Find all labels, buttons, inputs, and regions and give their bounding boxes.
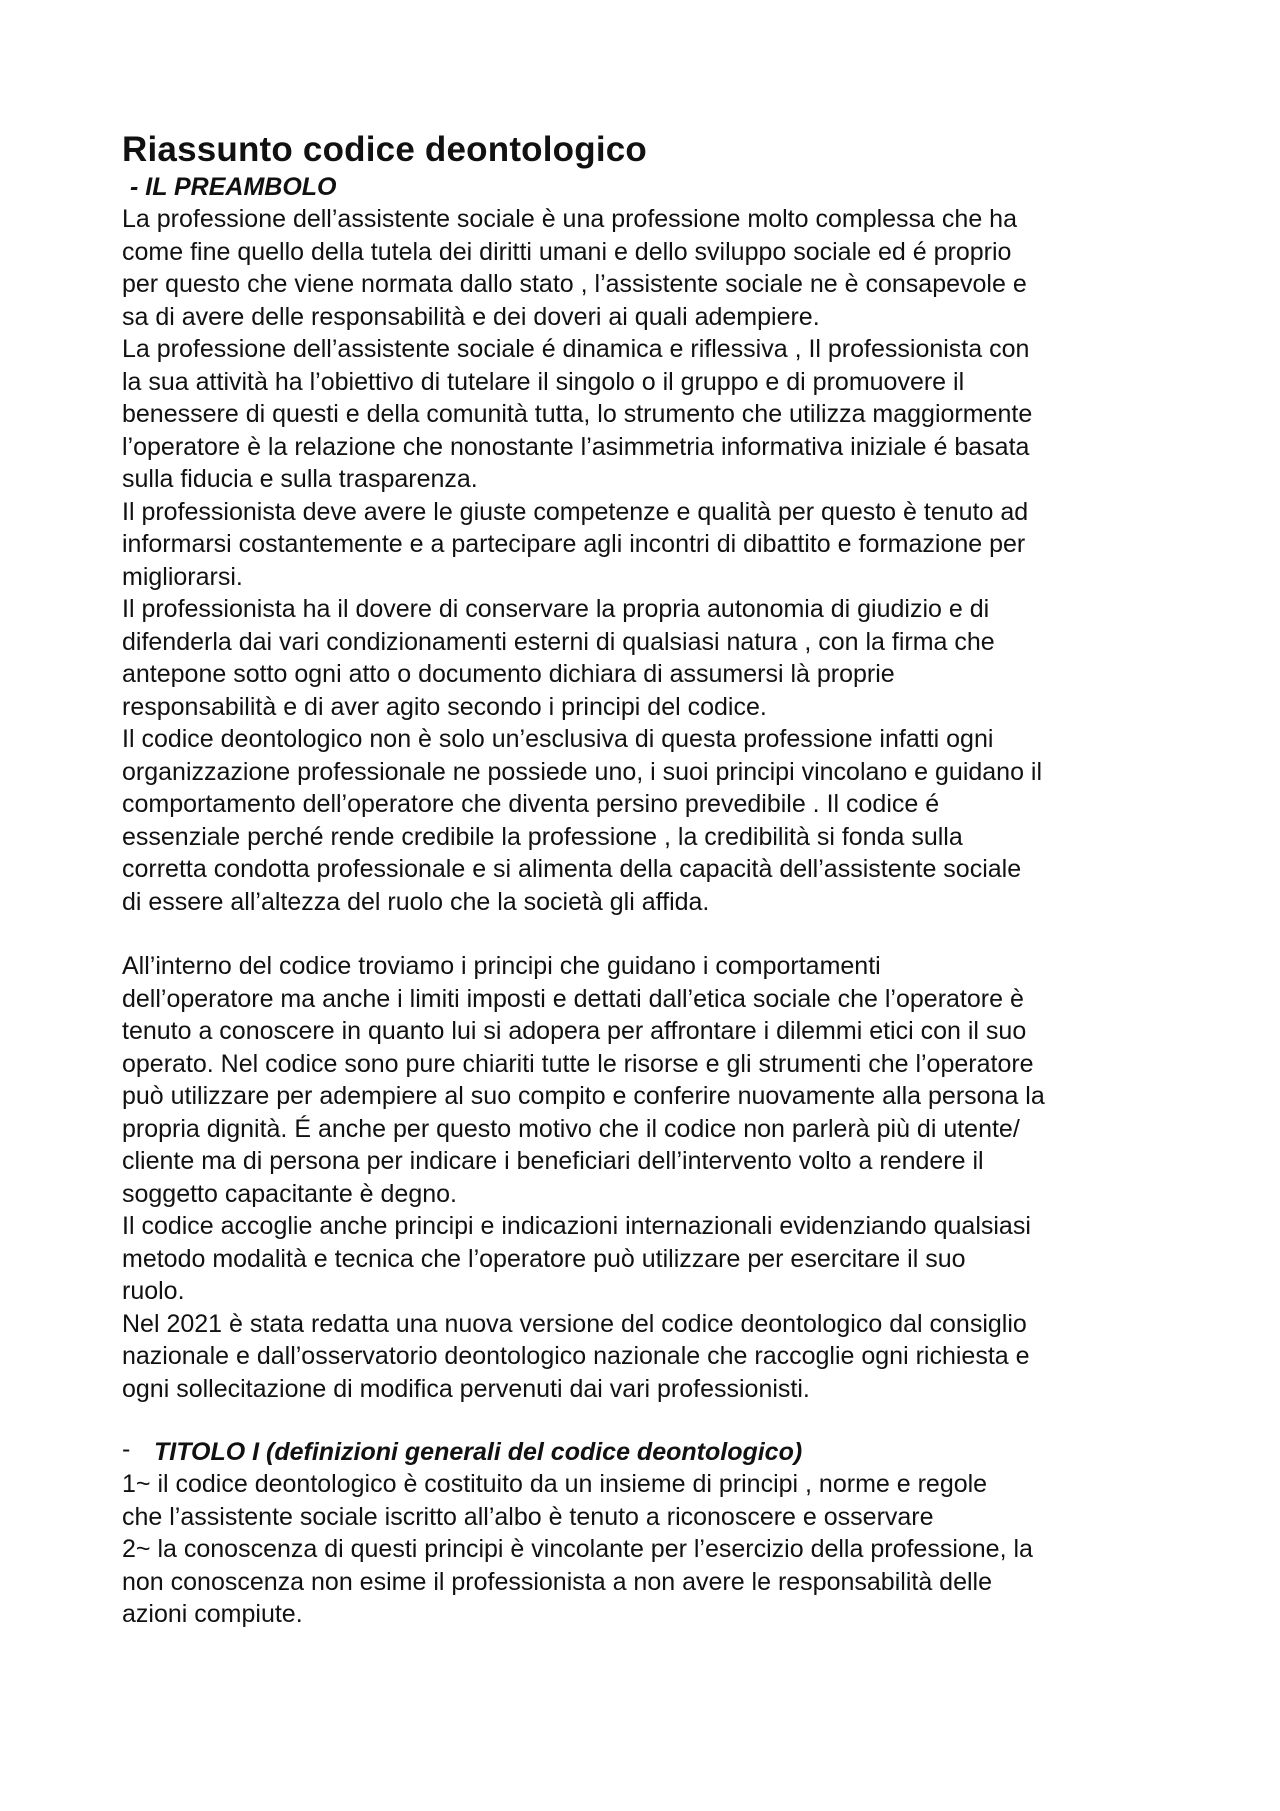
list-item: 1~ il codice deontologico è costituito da un insieme di principi , norme e regole che l’assistente sociale iscritto all’albo è tenuto a riconoscere e osservare	[122, 1470, 988, 1531]
paragraph: Il codice deontologico non è solo un’esclusiva di questa professione infatti ogni organizzazione professionale ne possiede uno, i suoi principi vincolano e guidano il comportamento dell’operatore che diventa persino prevedibile . Il codice é essenziale perché rende credibile la professione , la credibilità si fonda sulla corretta condotta professionale e si alimenta della capacità dell’assistente sociale di essere all’altezza del ruolo che la società gli affida.	[122, 725, 1043, 916]
paragraph-spacer	[122, 1405, 1172, 1437]
preamble-heading: - IL PREAMBOLO	[130, 173, 337, 201]
paragraph: All’interno del codice troviamo i principi che guidano i comportamenti dell’operatore ma anche i limiti imposti e dettati dall’etica sociale che l’operatore è tenuto a conoscere in quanto lui si adopera per affrontare i dilemmi etici con il suo operato. Nel codice sono pure chiariti tutte le risorse e gli strumenti che l’operatore può utilizzare per adempiere al suo compito e conferire nuovamente alla persona la propria dignità. É anche per questo motivo che il codice non parlerà più di utente/ cliente ma di persona per indicare i beneficiari dell’intervento volto a rendere il soggetto capacitante è degno.	[122, 952, 1045, 1208]
paragraph-spacer	[122, 918, 1172, 950]
paragraph: La professione dell’assistente sociale è una professione molto complessa che ha come fine quello della tutela dei diritti umani e dello sviluppo sociale ed é proprio per questo che viene normata dallo stato , l’assistente sociale ne è consapevole e sa di avere delle responsabilità e dei doveri ai quali adempiere.	[122, 205, 1027, 331]
paragraph: Il professionista ha il dovere di conservare la propria autonomia di giudizio e di difenderla dai vari condizionamenti esterni di qualsiasi natura , con la firma che antepone sotto ogni atto o documento dichiara di assumersi là proprie responsabilità e di aver agito secondo i principi del codice.	[122, 595, 995, 721]
titolo-i-heading	[122, 1437, 1172, 1468]
list-dash: -	[122, 1435, 131, 1463]
paragraph: Nel 2021 è stata redatta una nuova versione del codice deontologico dal consiglio nazionale e dall’osservatorio deontologico nazionale che raccoglie ogni richiesta e ogni sollecitazione di modifica pervenuti dai vari professionisti.	[122, 1309, 1030, 1403]
document-title: Riassunto codice deontologico	[122, 130, 648, 169]
document-body	[122, 128, 1172, 1631]
paragraph: Il professionista deve avere le giuste competenze e qualità per questo è tenuto ad informarsi costantemente e a partecipare agli incontri di dibattito e formazione per migliorarsi.	[122, 497, 1029, 591]
paragraph: Il codice accoglie anche principi e indicazioni internazionali evidenziando qualsiasi metodo modalità e tecnica che l’operatore può utilizzare per esercitare il suo ruolo.	[122, 1212, 1031, 1305]
titolo-i-heading-text: TITOLO I (definizioni generali del codice deontologico)	[154, 1438, 803, 1466]
paragraph: La professione dell’assistente sociale é dinamica e riflessiva , Il professionista con la sua attività ha l’obiettivo di tutelare il singolo o il gruppo e di promuovere il benessere di questi e della comunità tutta, lo strumento che utilizza maggiormente l’operatore è la relazione che nonostante l’asimmetria informativa iniziale é basata sulla fiducia e sulla trasparenza.	[122, 335, 1033, 493]
list-item: 2~ la conoscenza di questi principi è vincolante per l’esercizio della professione, la non conoscenza non esime il professionista a non avere le responsabilità delle azioni compiute.	[122, 1535, 1033, 1628]
